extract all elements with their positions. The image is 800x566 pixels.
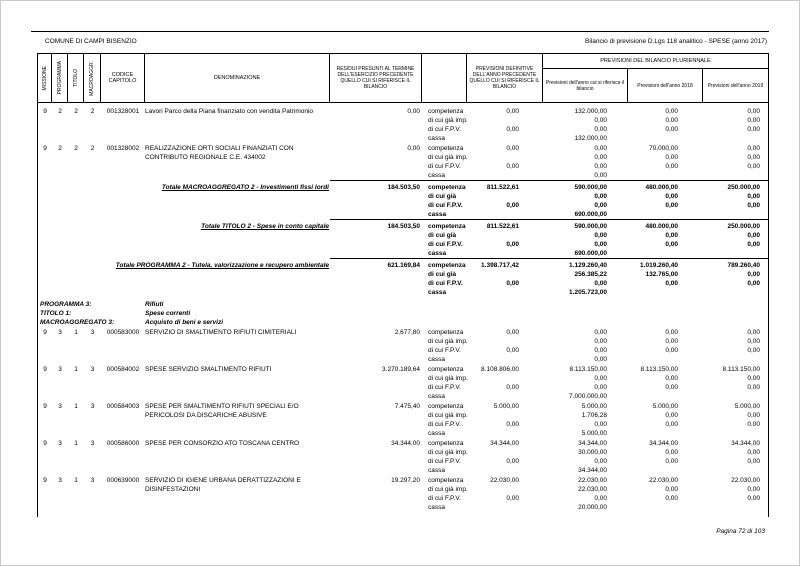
line-label: di cui F.P.V. [428,458,461,465]
header-empty-label-column [422,54,467,102]
line-label: competenza [428,477,464,484]
codice-capitolo-value: 000586000 [106,440,140,447]
previsioni-definitive-value [467,288,543,297]
table-header [37,53,769,103]
previsioni-2019-value: 250.000,00 [727,184,760,191]
previsioni-2019-value: 0,00 [747,412,760,419]
programma-value: 2 [58,145,62,152]
previsioni-anno-value: 0,00 [594,232,607,239]
titolo-value: 1 [74,440,78,447]
previsioni-2019-value [703,466,768,475]
previsioni-definitive-value [467,392,543,401]
missione-value: 9 [43,329,47,336]
codice-capitolo-value: 001328001 [106,108,140,115]
previsioni-2019-value [703,210,768,219]
previsioni-anno-value: 0,00 [594,347,607,354]
previsioni-definitive-value [467,411,543,420]
section-key: PROGRAMMA 3: [40,301,92,308]
programma-value: 3 [58,329,62,336]
previsioni-2019-value [703,503,768,512]
missione-value: 9 [43,477,47,484]
codice-capitolo-value: 000584002 [106,366,140,373]
previsioni-definitive-value: 0,00 [506,329,519,336]
previsioni-definitive-value [467,429,543,438]
total-row [38,222,768,258]
previsioni-2019-value [703,429,768,438]
previsioni-anno-value: 7.000.000,00 [569,393,607,400]
previsioni-definitive-value: 8.108.806,00 [481,366,519,373]
previsioni-2019-value: 0,00 [747,458,760,465]
line-label: di cui F.P.V. [428,126,461,133]
line-label: di cui già imp. [428,449,468,456]
previsioni-2019-value: 34.344,00 [731,440,760,447]
line-label: di cui già imp. [428,338,468,345]
section-value: Acquisto di beni e servizi [145,319,224,326]
previsioni-2018-value: 0,00 [665,241,678,248]
previsioni-anno-value: 0,00 [594,241,607,248]
line-label: di cui già [428,193,457,200]
header-programma: PROGRAMMA [52,54,68,102]
previsioni-definitive-value [467,448,543,457]
header-denominazione: DENOMINAZIONE [145,54,330,102]
page-number: Pagina 72 di 103 [716,528,765,535]
previsioni-2018-value: 0,00 [665,486,678,493]
section-key: TITOLO 1: [40,310,72,317]
missione-value: 9 [43,145,47,152]
previsioni-2018-value: 480.000,00 [645,223,678,230]
previsioni-anno-value: 590.000,00 [574,184,607,191]
codice-capitolo-value: 000584003 [106,403,140,410]
previsioni-2018-value: 0,00 [665,421,678,428]
previsioni-anno-value: 0,00 [594,145,607,152]
previsioni-definitive-value [467,503,543,512]
previsioni-anno-value: 0,00 [594,329,607,336]
total-label: Totale MACROAGGREGATO 2 - Investimenti fissi lordi [161,184,329,191]
previsioni-anno-value: 0,00 [594,356,607,363]
section-header-group [38,300,768,327]
previsioni-2019-value: 0,00 [747,117,760,124]
line-label: competenza [428,329,464,336]
residui-value: 184.503,50 [387,223,420,230]
line-label: cassa [428,211,447,218]
line-label: di cui F.P.V. [428,347,461,354]
detail-row [38,144,768,180]
titolo-value: 2 [74,108,78,115]
line-label: competenza [428,262,466,269]
previsioni-definitive-value: 0,00 [506,108,519,115]
previsioni-2018-value: 0,00 [665,202,678,209]
line-label: di cui già [428,232,457,239]
residui-value: 7.475,40 [394,403,420,410]
line-label: di cui già imp. [428,412,468,419]
previsioni-2018-value: 0,00 [665,338,678,345]
previsioni-2019-value: 0,00 [747,375,760,382]
line-label: di cui F.P.V. [428,421,461,428]
previsioni-2018-value [628,466,703,475]
previsioni-2019-value: 0,00 [747,202,760,209]
previsioni-2018-value: 0,00 [665,458,678,465]
line-label: di cui già imp. [428,154,468,161]
line-label: competenza [428,403,464,410]
previsioni-anno-value: 22.030,00 [578,486,607,493]
line-label: cassa [428,289,447,296]
previsioni-anno-value: 1.706,28 [581,412,607,419]
line-label: di cui già imp. [428,486,468,493]
line-label: di cui F.P.V. [428,163,461,170]
previsioni-2018-value: 34.344,00 [649,440,678,447]
previsioni-anno-value: 0,00 [594,280,607,287]
previsioni-anno-value: 690.000,00 [574,211,607,218]
header-previsioni-2018: Previsioni dell'anno 2018 [628,69,703,102]
previsioni-2018-value: 0,00 [665,117,678,124]
previsioni-anno-value: 0,00 [594,163,607,170]
previsioni-anno-value: 0,00 [594,154,607,161]
previsioni-2018-value [628,134,703,143]
header-codice-capitolo: CODICE CAPITOLO [101,54,145,102]
previsioni-anno-value: 0,00 [594,126,607,133]
line-label: cassa [428,250,447,257]
residui-value: 3.270.189,64 [382,366,420,373]
previsioni-definitive-value: 0,00 [506,163,519,170]
codice-capitolo-value: 000639000 [106,477,140,484]
previsioni-definitive-value [467,210,543,219]
previsioni-2018-value: 0,00 [665,232,678,239]
total-label: Totale PROGRAMMA 2 - Tutela, valorizzazione e recupero ambientale [115,262,329,269]
line-label: cassa [428,504,445,511]
detail-row [38,107,768,143]
line-label: competenza [428,108,464,115]
titolo-value: 1 [74,403,78,410]
previsioni-2019-value: 0,00 [747,241,760,248]
section-value: Spese correnti [145,310,191,317]
macroaggregato-value: 3 [90,366,95,373]
previsioni-2019-value: 5.000,00 [734,403,760,410]
header-residui: RESIDUI PRESUNTI AL TERMINE DELL'ESERCIZIO PRECEDENTE QUELLO CUI SI RIFERISCE IL BILANCIO [330,54,422,102]
header-titolo: TITOLO [68,54,84,102]
previsioni-2018-value: 22.030,00 [649,477,678,484]
document-title: Bilancio di previsione D.Lgs 118 analitico - SPESE (anno 2017) [585,38,767,45]
previsioni-definitive-value: 0,00 [506,241,519,248]
previsioni-2018-value: 70.000,00 [649,145,678,152]
previsioni-2019-value: 8.113.150,00 [722,366,760,373]
header-previsioni-2019: Previsioni dell'anno 2019 [707,82,764,89]
previsioni-anno-value: 590.000,00 [574,223,607,230]
macroaggregato-value: 3 [90,329,95,336]
previsioni-definitive-value: 1.398.717,42 [481,262,519,269]
previsioni-2019-value: 0,00 [747,280,760,287]
previsioni-definitive-value [467,231,543,240]
previsioni-2019-value: 0,00 [747,486,760,493]
header-missione: MISSIONE [38,54,52,102]
previsioni-anno-value: 0,00 [594,193,607,200]
line-label: di cui F.P.V. [428,241,463,248]
previsioni-definitive-value [467,466,543,475]
previsioni-2019-value: 0,00 [747,449,760,456]
line-label: di cui F.P.V. [428,384,461,391]
previsioni-2019-value: 0,00 [747,271,760,278]
section-key: MACROAGGREGATO 3: [40,319,115,326]
previsioni-anno-value: 132.000,00 [574,108,607,115]
detail-row [38,328,768,364]
previsioni-definitive-value: 811.522,61 [486,184,519,191]
line-label: cassa [428,135,445,142]
previsioni-2018-value: 0,00 [665,108,678,115]
macroaggregato-value: 2 [90,145,95,152]
previsioni-2019-value: 0,00 [747,347,760,354]
previsioni-2018-value [628,429,703,438]
previsioni-anno-value: 5.000,00 [581,403,607,410]
line-label: cassa [428,172,445,179]
line-label: di cui già [428,271,457,278]
titolo-value: 1 [74,329,78,336]
missione-value: 9 [43,366,47,373]
previsioni-anno-value: 0,00 [594,117,607,124]
previsioni-2019-value: 0,00 [747,384,760,391]
previsioni-2018-value [628,249,703,258]
programma-value: 2 [58,108,62,115]
residui-value: 621.169,84 [387,262,420,269]
previsioni-2019-value [703,134,768,143]
previsioni-2018-value: 132.765,00 [645,271,678,278]
line-label: cassa [428,430,445,437]
macroaggregato-value: 3 [90,403,95,410]
previsioni-definitive-value: 0,00 [506,421,519,428]
previsioni-2018-value [628,392,703,401]
total-row [38,261,768,297]
previsioni-definitive-value: 0,00 [506,458,519,465]
previsioni-2019-value: 0,00 [747,145,760,152]
previsioni-definitive-value: 0,00 [506,126,519,133]
denominazione-value: Lavori Parco della Piana finanziato con vendita Patrimonio [145,108,314,115]
previsioni-anno-value: 0,00 [594,202,607,209]
previsioni-definitive-value [467,134,543,143]
previsioni-2019-value: 0,00 [747,108,760,115]
previsioni-definitive-value [467,153,543,162]
previsioni-2018-value: 0,00 [665,154,678,161]
residui-value: 0,00 [407,145,420,152]
codice-capitolo-value: 001328002 [106,145,140,152]
header-previsioni-anno-riferimento: Previsioni dell'anno cui si riferisce il bilancio [543,69,628,102]
previsioni-2018-value: 0,00 [665,375,678,382]
denominazione-value: REALIZZAZIONE ORTI SOCIALI FINANZIATI CON CONTRIBUTO REGIONALE C.E. 434002 [145,145,294,161]
previsioni-2018-value: 0,00 [665,280,678,287]
previsioni-definitive-value: 811.522,61 [486,223,519,230]
previsioni-anno-value: 0,00 [594,495,607,502]
previsioni-2018-value: 8.113.150,00 [640,366,678,373]
header-previsioni-pluriennale: PREVISIONI DEL BILANCIO PLURIENNALE [543,54,768,69]
previsioni-definitive-value [467,485,543,494]
residui-value: 19.297,20 [391,477,420,484]
programma-value: 3 [58,366,62,373]
previsioni-definitive-value: 0,00 [506,384,519,391]
previsioni-2018-value: 0,00 [665,126,678,133]
previsioni-2018-value [628,355,703,364]
previsioni-anno-value: 22.030,00 [578,477,607,484]
denominazione-value: SPESE PER SMALTIMENTO RIFIUTI SPECIALI E/O PERICOLOSI DA DISCARICHE ABUSIVE [145,403,299,419]
previsioni-2019-value: 0,00 [747,338,760,345]
previsioni-definitive-value [467,116,543,125]
previsioni-2018-value: 0,00 [665,449,678,456]
programma-value: 3 [58,440,62,447]
line-label: di cui F.P.V. [428,202,463,209]
previsioni-anno-value: 0,00 [594,172,607,179]
previsioni-2018-value [628,288,703,297]
missione-value: 9 [43,403,47,410]
page-header [31,31,769,53]
missione-value: 9 [43,440,47,447]
previsioni-2018-value: 0,00 [665,193,678,200]
previsioni-2018-value: 480.000,00 [645,184,678,191]
previsioni-anno-value: 0,00 [594,384,607,391]
programma-value: 3 [58,477,62,484]
titolo-value: 1 [74,366,78,373]
previsioni-2019-value: 0,00 [747,154,760,161]
previsioni-anno-value: 132.000,00 [574,135,607,142]
previsioni-definitive-value [467,171,543,180]
detail-row [38,476,768,512]
previsioni-definitive-value [467,337,543,346]
previsioni-2019-value: 0,00 [747,163,760,170]
previsioni-2019-value: 22.030,00 [731,477,760,484]
residui-value: 2.677,80 [394,329,420,336]
previsioni-2019-value: 250.000,00 [727,223,760,230]
line-label: cassa [428,393,445,400]
table-body [37,103,769,517]
previsioni-2018-value: 0,00 [665,347,678,354]
line-label: di cui già imp. [428,375,468,382]
previsioni-anno-value: 34.344,00 [578,440,607,447]
previsioni-2019-value: 0,00 [747,193,760,200]
previsioni-definitive-value [467,355,543,364]
organization-title: COMUNE DI CAMPI BISENZIO [45,38,137,45]
previsioni-anno-value: 690.000,00 [574,250,607,257]
previsioni-definitive-value: 0,00 [506,495,519,502]
line-label: competenza [428,223,466,230]
previsioni-2018-value: 0,00 [665,329,678,336]
macroaggregato-value: 3 [90,477,95,484]
missione-value: 9 [43,108,47,115]
previsioni-definitive-value [467,374,543,383]
codice-capitolo-value: 000583000 [106,329,140,336]
previsioni-anno-value: 256.385,22 [574,271,607,278]
line-label: competenza [428,366,464,373]
previsioni-2019-value: 789.260,40 [727,262,760,269]
previsioni-anno-value: 30.000,00 [578,449,607,456]
previsioni-definitive-value: 34.344,00 [490,440,519,447]
previsioni-2018-value: 0,00 [665,412,678,419]
residui-value: 184.503,50 [387,184,420,191]
detail-row [38,365,768,401]
line-label: di cui già imp. [428,117,468,124]
line-label: cassa [428,356,445,363]
previsioni-2018-value: 0,00 [665,495,678,502]
previsioni-definitive-value: 0,00 [506,202,519,209]
denominazione-value: SPESE PER CONSORZIO ATO TOSCANA CENTRO [145,440,300,447]
previsioni-2019-value: 0,00 [747,126,760,133]
line-label: di cui F.P.V. [428,280,463,287]
previsioni-2018-value: 5.000,00 [652,403,678,410]
line-label: competenza [428,440,464,447]
previsioni-definitive-value: 5.000,00 [493,403,519,410]
previsioni-2019-value [703,392,768,401]
previsioni-anno-value: 5.000,00 [581,430,607,437]
previsioni-anno-value: 1.205.723,00 [569,289,607,296]
previsioni-anno-value: 1.129.260,40 [569,262,607,269]
previsioni-definitive-value [467,192,543,201]
previsioni-2018-value [628,503,703,512]
denominazione-value: SERVIZIO DI IGIENE URBANA DERATTIZZAZIONI E DISINFESTAZIONI [145,477,301,493]
line-label: di cui F.P.V. [428,495,461,502]
previsioni-anno-value: 8.113.150,00 [569,366,607,373]
previsioni-2018-value [628,171,703,180]
previsioni-anno-value: 34.344,00 [578,467,607,474]
previsioni-anno-value: 0,00 [594,375,607,382]
previsioni-definitive-value [467,249,543,258]
previsioni-2019-value: 0,00 [747,421,760,428]
previsioni-anno-value: 0,00 [594,458,607,465]
previsioni-definitive-value: 0,00 [506,280,519,287]
macroaggregato-value: 2 [90,108,95,115]
total-label: Totale TITOLO 2 - Spese in conto capitale [201,223,329,230]
header-previsioni-definitive: PREVISIONI DEFINITIVE DELL'ANNO PRECEDENTE QUELLO CUI SI RIFERISCE IL BILANCIO [467,54,543,102]
previsioni-2018-value: 0,00 [665,384,678,391]
previsioni-2019-value [703,171,768,180]
line-label: competenza [428,145,464,152]
total-row [38,183,768,219]
previsioni-definitive-value: 22.030,00 [490,477,519,484]
previsioni-anno-value: 20.000,00 [578,504,607,511]
previsioni-2018-value [628,210,703,219]
previsioni-definitive-value: 0,00 [506,145,519,152]
previsioni-definitive-value: 0,00 [506,347,519,354]
previsioni-anno-value: 0,00 [594,421,607,428]
previsioni-2019-value [703,288,768,297]
denominazione-value: SERVIZIO DI SMALTIMENTO RIFIUTI CIMITERIALI [145,329,297,336]
previsioni-2019-value: 0,00 [747,495,760,502]
detail-row [38,402,768,438]
previsioni-2019-value: 0,00 [747,329,760,336]
macroaggregato-value: 3 [90,440,95,447]
header-macroaggr: MACROAGGR. [84,54,101,102]
section-value: Rifiuti [145,301,164,308]
titolo-value: 1 [74,477,78,484]
previsioni-2019-value: 0,00 [747,232,760,239]
detail-row [38,439,768,475]
previsioni-2019-value [703,249,768,258]
previsioni-anno-value: 0,00 [594,338,607,345]
titolo-value: 2 [74,145,78,152]
budget-table [37,53,769,517]
previsioni-2018-value: 1.019.260,40 [640,262,678,269]
residui-value: 0,00 [407,108,420,115]
residui-value: 34.344,00 [391,440,420,447]
previsioni-2019-value [703,355,768,364]
previsioni-definitive-value [467,270,543,279]
line-label: cassa [428,467,445,474]
line-label: competenza [428,184,466,191]
denominazione-value: SPESE SERVIZIO SMALTIMENTO RIFIUTI [145,366,272,373]
previsioni-2018-value: 0,00 [665,163,678,170]
programma-value: 3 [58,403,62,410]
